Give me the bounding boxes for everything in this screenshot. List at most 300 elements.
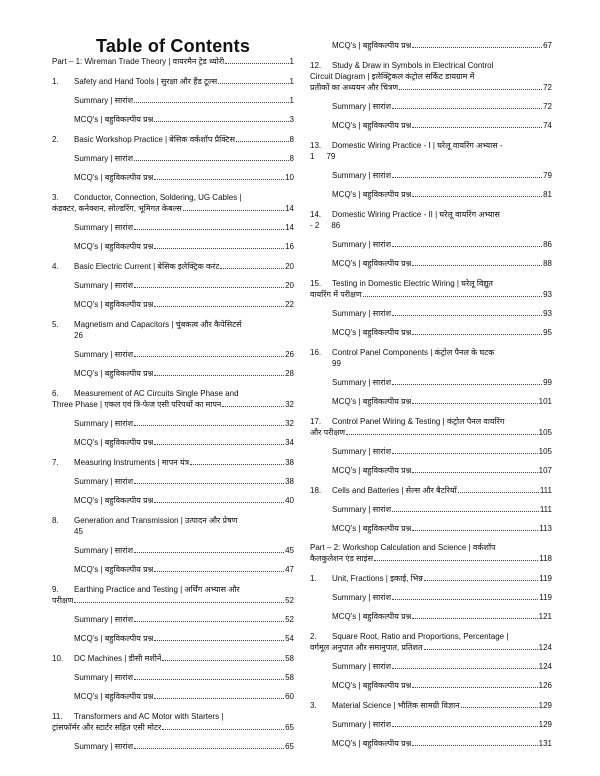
toc-subentry[interactable] — [52, 172, 294, 183]
toc-left-22-page-number: 45 — [74, 527, 83, 536]
toc-subentry[interactable] — [52, 476, 294, 487]
toc-right-27-leader — [392, 668, 538, 669]
toc-left-18-line — [74, 437, 294, 448]
toc-right-26-page-number: 124 — [538, 643, 552, 652]
toc-right-18-label: MCQ's | बहुविकल्पीय प्रश्न — [332, 466, 412, 475]
toc-left-23-leader — [134, 552, 284, 553]
toc-right-18-page-number: 107 — [538, 466, 552, 475]
toc-subentry[interactable] — [310, 592, 552, 603]
toc-subentry[interactable] — [52, 691, 294, 702]
toc-chapter-entry[interactable] — [310, 278, 552, 300]
toc-right-16-chapter-number: 17. — [310, 417, 322, 426]
toc-subentry[interactable] — [310, 396, 552, 407]
toc-left-8-page-number: 14 — [285, 223, 294, 232]
toc-right-25-line — [332, 611, 552, 622]
toc-left-18-page-number: 34 — [285, 438, 294, 447]
toc-right-29-chapter-number: 3. — [310, 701, 317, 710]
toc-right-9-line — [332, 258, 552, 269]
toc-left-6-page-number: 10 — [285, 173, 294, 182]
toc-subentry[interactable] — [52, 495, 294, 506]
toc-left-5-line — [74, 153, 294, 164]
toc-right-11-label: Summary | सारांश — [332, 309, 392, 318]
toc-right-5-page-number: 79 — [543, 171, 552, 180]
toc-left-28-line — [52, 653, 294, 664]
toc-left-3-page-number: 3 — [289, 115, 294, 124]
toc-subentry[interactable] — [52, 437, 294, 448]
toc-subentry[interactable] — [310, 101, 552, 112]
toc-right-20-leader — [392, 511, 539, 512]
toc-right-30-page-number: 129 — [538, 720, 552, 729]
toc-right-0-line — [332, 40, 552, 51]
toc-left-2-line — [74, 95, 294, 106]
toc-right-0-page-number: 67 — [543, 41, 552, 50]
toc-left-31-chapter-number: 11. — [52, 712, 63, 721]
toc-right-3-label: MCQ's | बहुविकल्पीय प्रश्न — [332, 121, 412, 130]
toc-right-12-line — [332, 327, 552, 338]
toc-left-1-chapter-number: 1. — [52, 77, 59, 86]
toc-left-28-chapter-number: 10. — [52, 654, 64, 663]
toc-left-29-page-number: 58 — [285, 673, 294, 682]
toc-right-1-line — [310, 82, 552, 93]
toc-left-23-label: Summary | सारांश — [74, 546, 134, 555]
toc-right-31-line — [332, 738, 552, 749]
toc-right-10-label: वायरिंग में परीक्षण — [310, 290, 362, 299]
toc-left-7-first-line — [52, 192, 294, 203]
toc-left-27-line — [74, 633, 294, 644]
toc-chapter-entry[interactable] — [52, 388, 294, 410]
toc-subentry[interactable] — [52, 95, 294, 106]
toc-left-17-leader — [134, 425, 284, 426]
toc-left-1-label: Safety and Hand Tools | सुरक्षा और हैंड टूल्स — [74, 77, 218, 86]
toc-left-1-line — [52, 76, 294, 87]
toc-right-24-line — [332, 592, 552, 603]
toc-left-13-chapter-number: 5. — [52, 320, 59, 329]
toc-right-19-leader — [458, 492, 539, 493]
toc-left-19-leader — [190, 464, 284, 465]
toc-right-28-page-number: 126 — [538, 681, 552, 690]
toc-left-28-label: DC Machines | डीसी मशीनें — [74, 654, 162, 663]
toc-right-28-line — [332, 680, 552, 691]
toc-right-10-first-line — [310, 278, 552, 289]
toc-left-18-label: MCQ's | बहुविकल्पीय प्रश्न — [74, 438, 154, 447]
toc-chapter-entry[interactable] — [310, 485, 552, 496]
toc-left-5-leader — [134, 160, 289, 161]
toc-right-19-line — [310, 485, 552, 496]
toc-left-22-first-line — [52, 515, 294, 526]
toc-right-24-page-number: 119 — [539, 593, 552, 602]
toc-left-30-label: MCQ's | बहुविकल्पीय प्रश्न — [74, 692, 154, 701]
toc-left-1-leader — [218, 83, 288, 84]
toc-left-13-page-number: 26 — [74, 331, 83, 340]
toc-left-25-label-line1: Earthing Practice and Testing | अर्थिंग अभ्यास और — [74, 585, 240, 594]
toc-left-32-leader — [134, 748, 284, 749]
toc-right-12-label: MCQ's | बहुविकल्पीय प्रश्न — [332, 328, 412, 337]
toc-left-5-page-number: 8 — [289, 154, 294, 163]
toc-right-16-page-number: 105 — [538, 428, 552, 437]
toc-right-13-label-line1: Control Panel Components | कंट्रोल पैनल के घटक — [332, 348, 495, 357]
toc-right-2-line — [332, 101, 552, 112]
toc-left-24-leader — [154, 571, 284, 572]
toc-right-3-line — [332, 120, 552, 131]
toc-chapter-entry[interactable] — [52, 584, 294, 606]
toc-right-9-page-number: 88 — [543, 259, 552, 268]
toc-subentry[interactable] — [310, 738, 552, 749]
toc-right-10-page-number: 93 — [543, 290, 552, 299]
toc-right-28-leader — [412, 687, 537, 688]
toc-right-31-page-number: 131 — [538, 739, 552, 748]
toc-right-29-line — [310, 700, 552, 711]
toc-right-21-page-number: 113 — [539, 524, 552, 533]
toc-left-2-label: Summary | सारांश — [74, 96, 134, 105]
toc-left-2-page-number: 1 — [289, 96, 294, 105]
toc-right-23-page-number: 119 — [539, 574, 552, 583]
toc-left-12-page-number: 22 — [285, 300, 294, 309]
toc-left-12-leader — [154, 306, 284, 307]
toc-left-27-page-number: 54 — [285, 634, 294, 643]
toc-left-4-label: Basic Workshop Practice | बेसिक वर्कशॉप प्रैक्टिस — [74, 135, 236, 144]
toc-right-26-line — [310, 642, 552, 653]
toc-subentry[interactable] — [310, 504, 552, 515]
toc-left-15-label: MCQ's | बहुविकल्पीय प्रश्न — [74, 369, 154, 378]
toc-right-6-page-number: 81 — [543, 190, 552, 199]
toc-subentry[interactable] — [52, 633, 294, 644]
toc-subentry[interactable] — [310, 239, 552, 250]
toc-subentry[interactable] — [52, 349, 294, 360]
toc-left-13-first-line — [52, 319, 294, 330]
toc-left-7-leader — [183, 210, 284, 211]
toc-left-9-label: MCQ's | बहुविकल्पीय प्रश्न — [74, 242, 154, 251]
toc-right-8-page-number: 86 — [543, 240, 552, 249]
toc-right-24-leader — [392, 599, 538, 600]
toc-chapter-entry[interactable] — [52, 134, 294, 145]
toc-right-26-first-line — [310, 631, 552, 642]
toc-right-8-line — [332, 239, 552, 250]
toc-right-4-label-line1: Domestic Wiring Practice - I | घरेलू वायरिंग अभ्यास - — [332, 141, 503, 150]
toc-right-20-page-number: 111 — [539, 505, 552, 514]
toc-right-9-label: MCQ's | बहुविकल्पीय प्रश्न — [332, 259, 412, 268]
toc-right-7-label-line1: Domestic Wiring Practice - II | घरेलू वायरिंग अभ्यास — [332, 210, 500, 219]
toc-right-3-leader — [412, 127, 542, 128]
toc-left-29-leader — [134, 679, 284, 680]
toc-right-17-label: Summary | सारांश — [332, 447, 392, 456]
toc-right-26-chapter-number: 2. — [310, 632, 317, 641]
toc-chapter-entry[interactable] — [310, 631, 552, 653]
toc-right-15-line — [332, 396, 552, 407]
toc-right-4-chapter-number: 13. — [310, 141, 322, 150]
toc-right-15-leader — [412, 403, 537, 404]
toc-right-1-leader — [399, 89, 542, 90]
toc-right-26-label: वर्गमूल अनुपात और समानुपात, प्रतिशत — [310, 643, 423, 652]
toc-left-8-label: Summary | सारांश — [74, 223, 134, 232]
toc-right-0-label: MCQ's | बहुविकल्पीय प्रश्न — [332, 41, 412, 50]
toc-left-7-chapter-number: 3. — [52, 193, 59, 202]
toc-left-10-leader — [220, 268, 284, 269]
toc-right-21-leader — [412, 530, 538, 531]
toc-right-5-label: Summary | सारांश — [332, 171, 392, 180]
toc-right-17-page-number: 105 — [538, 447, 552, 456]
toc-left-14-page-number: 26 — [285, 350, 294, 359]
toc-subentry[interactable] — [52, 545, 294, 556]
toc-subentry[interactable] — [52, 153, 294, 164]
toc-right-25-label: MCQ's | बहुविकल्पीय प्रश्न — [332, 612, 412, 621]
toc-left-24-page-number: 47 — [285, 565, 294, 574]
toc-left-21-page-number: 40 — [285, 496, 294, 505]
toc-right-1-first-line — [310, 60, 552, 71]
toc-right-4-second-line — [310, 151, 552, 162]
toc-subentry[interactable] — [310, 611, 552, 622]
toc-left-9-page-number: 16 — [285, 242, 294, 251]
toc-part-entry[interactable] — [310, 542, 552, 564]
toc-left-28-page-number: 58 — [285, 654, 294, 663]
toc-subentry[interactable] — [310, 523, 552, 534]
toc-chapter-entry[interactable] — [310, 140, 552, 162]
toc-left-1-page-number: 1 — [289, 77, 294, 86]
toc-left-0-page-number: 1 — [289, 57, 294, 66]
toc-right-13-second-line — [310, 358, 552, 369]
toc-right-6-label: MCQ's | बहुविकल्पीय प्रश्न — [332, 190, 412, 199]
toc-chapter-entry[interactable] — [310, 347, 552, 369]
toc-right-7-page-number: 86 — [331, 221, 341, 230]
toc-subentry[interactable] — [52, 222, 294, 233]
toc-left-14-line — [74, 349, 294, 360]
toc-subentry[interactable] — [310, 189, 552, 200]
toc-right-17-leader — [392, 453, 538, 454]
toc-chapter-entry[interactable] — [52, 711, 294, 733]
toc-chapter-entry[interactable] — [310, 209, 552, 231]
toc-left-15-page-number: 28 — [285, 369, 294, 378]
toc-left-27-leader — [154, 640, 284, 641]
toc-left-23-line — [74, 545, 294, 556]
toc-left-0-line — [52, 56, 294, 67]
toc-left-22-label-line1: Generation and Transmission | उत्पादन और प्रेषण — [74, 516, 238, 525]
toc-right-30-leader — [392, 726, 538, 727]
toc-right-5-leader — [392, 177, 542, 178]
toc-left-16-chapter-number: 6. — [52, 389, 59, 398]
toc-left-17-label: Summary | सारांश — [74, 419, 134, 428]
toc-chapter-entry[interactable] — [52, 192, 294, 214]
toc-subentry[interactable] — [310, 327, 552, 338]
toc-right-25-leader — [412, 618, 537, 619]
toc-right-1-label: प्रतीकों का अध्ययन और चित्रण — [310, 83, 399, 92]
toc-subentry[interactable] — [310, 258, 552, 269]
toc-right-28-label: MCQ's | बहुविकल्पीय प्रश्न — [332, 681, 412, 690]
toc-left-0-leader — [225, 63, 288, 64]
toc-subentry[interactable] — [52, 368, 294, 379]
toc-right-21-line — [332, 523, 552, 534]
toc-left-25-chapter-number: 9. — [52, 585, 59, 594]
toc-left-32-page-number: 65 — [285, 742, 294, 751]
toc-left-17-line — [74, 418, 294, 429]
toc-left-14-leader — [134, 356, 284, 357]
toc-left-32-line — [74, 741, 294, 752]
toc-subentry[interactable] — [310, 465, 552, 476]
toc-subentry[interactable] — [310, 719, 552, 730]
toc-left-20-label: Summary | सारांश — [74, 477, 134, 486]
toc-left-27-label: MCQ's | बहुविकल्पीय प्रश्न — [74, 634, 154, 643]
toc-subentry[interactable] — [52, 672, 294, 683]
toc-right-11-page-number: 93 — [543, 309, 552, 318]
toc-left-19-page-number: 38 — [285, 458, 294, 467]
toc-subentry[interactable] — [310, 446, 552, 457]
toc-left-31-label-line1: Transformers and AC Motor with Starters | — [74, 712, 224, 721]
toc-right-2-leader — [392, 108, 542, 109]
toc-left-16-label-line1: Measurement of AC Circuits Single Phase and — [74, 389, 239, 398]
toc-right-10-leader — [363, 296, 542, 297]
toc-subentry[interactable] — [52, 241, 294, 252]
toc-left-30-page-number: 60 — [285, 692, 294, 701]
toc-right-22-label: कैलकुलेशन एंड साइंस — [310, 554, 373, 563]
toc-right-30-label: Summary | सारांश — [332, 720, 392, 729]
toc-subentry[interactable] — [310, 661, 552, 672]
toc-subentry[interactable] — [52, 418, 294, 429]
toc-left-11-leader — [134, 287, 284, 288]
toc-left-6-leader — [154, 179, 284, 180]
toc-right-15-label: MCQ's | बहुविकल्पीय प्रश्न — [332, 397, 412, 406]
toc-left-24-line — [74, 564, 294, 575]
toc-chapter-entry[interactable] — [310, 416, 552, 438]
toc-left-16-first-line — [52, 388, 294, 399]
toc-right-8-leader — [392, 246, 542, 247]
toc-left-16-line — [52, 399, 294, 410]
toc-right-27-page-number: 124 — [538, 662, 552, 671]
toc-column-left — [52, 56, 294, 752]
toc-left-11-page-number: 20 — [285, 281, 294, 290]
toc-subentry[interactable] — [52, 280, 294, 291]
toc-column-right — [310, 32, 552, 749]
toc-left-15-leader — [154, 375, 284, 376]
toc-left-22-chapter-number: 8. — [52, 516, 59, 525]
toc-left-12-label: MCQ's | बहुविकल्पीय प्रश्न — [74, 300, 154, 309]
toc-left-20-line — [74, 476, 294, 487]
toc-left-11-line — [74, 280, 294, 291]
toc-right-31-leader — [412, 745, 537, 746]
page-title: Table of Contents — [95, 36, 251, 56]
toc-chapter-entry[interactable] — [310, 573, 552, 584]
toc-left-7-page-number: 14 — [285, 204, 294, 213]
toc-chapter-entry[interactable] — [52, 319, 294, 341]
toc-right-16-line — [310, 427, 552, 438]
toc-right-11-line — [332, 308, 552, 319]
toc-right-13-chapter-number: 16. — [310, 348, 322, 357]
toc-right-2-label: Summary | सारांश — [332, 102, 392, 111]
toc-right-20-label: Summary | सारांश — [332, 505, 392, 514]
toc-subentry[interactable] — [310, 40, 552, 51]
toc-right-29-leader — [461, 707, 538, 708]
toc-right-22-label-line1: Part – 2: Workshop Calculation and Science | वर्कशॉप — [310, 543, 496, 552]
toc-right-14-line — [332, 377, 552, 388]
toc-left-0-label: Part – 1: Wireman Trade Theory | वायरमैन ट्रेड थ्योरी — [52, 57, 225, 66]
toc-left-9-line — [74, 241, 294, 252]
toc-subentry[interactable] — [52, 614, 294, 625]
toc-right-26-label-line1: Square Root, Ratio and Proportions, Percentage | — [332, 632, 509, 641]
toc-right-16-label-line1: Control Panel Wiring & Testing | कंट्रोल पैनल वायरिंग — [332, 417, 505, 426]
toc-right-11-leader — [392, 315, 542, 316]
toc-right-10-chapter-number: 15. — [310, 279, 322, 288]
toc-right-6-line — [332, 189, 552, 200]
toc-subentry[interactable] — [310, 377, 552, 388]
toc-left-3-label: MCQ's | बहुविकल्पीय प्रश्न — [74, 115, 154, 124]
toc-right-24-label: Summary | सारांश — [332, 593, 392, 602]
toc-left-30-leader — [154, 698, 284, 699]
toc-chapter-entry[interactable] — [52, 653, 294, 664]
toc-right-23-label: Unit, Fractions | इकाई, भिन्न — [332, 574, 423, 583]
toc-subentry[interactable] — [52, 741, 294, 752]
toc-right-1-label-line1: Study & Draw in Symbols in Electrical Control — [332, 61, 494, 70]
toc-subentry[interactable] — [52, 114, 294, 125]
toc-right-15-page-number: 101 — [538, 397, 552, 406]
toc-left-19-line — [52, 457, 294, 468]
toc-left-10-chapter-number: 4. — [52, 262, 59, 271]
toc-left-5-label: Summary | सारांश — [74, 154, 134, 163]
toc-right-23-leader — [424, 580, 538, 581]
toc-subentry[interactable] — [52, 564, 294, 575]
toc-right-19-label: Cells and Batteries | सेल्स और बैटरियाँ — [332, 486, 457, 495]
toc-subentry[interactable] — [310, 308, 552, 319]
toc-left-21-leader — [154, 502, 284, 503]
toc-left-13-label-line1: Magnetism and Capacitors | चुंबकत्व और कैपेसिटर्स — [74, 320, 242, 329]
toc-left-31-label: ट्रांसफॉर्मर और स्टार्टर सहित एसी मोटर — [52, 723, 162, 732]
toc-chapter-entry[interactable] — [52, 261, 294, 272]
toc-right-30-line — [332, 719, 552, 730]
toc-right-7-label-line2: - 2 — [310, 221, 320, 230]
toc-chapter-entry[interactable] — [52, 76, 294, 87]
toc-right-22-leader — [374, 560, 538, 561]
toc-left-31-leader — [162, 729, 284, 730]
toc-left-9-leader — [154, 248, 284, 249]
toc-subentry[interactable] — [310, 120, 552, 131]
toc-right-12-page-number: 95 — [543, 328, 552, 337]
toc-right-4-first-line — [310, 140, 552, 151]
toc-chapter-entry[interactable] — [310, 700, 552, 711]
toc-left-11-label: Summary | सारांश — [74, 281, 134, 290]
toc-right-5-line — [332, 170, 552, 181]
toc-left-20-leader — [134, 483, 284, 484]
toc-subentry[interactable] — [310, 170, 552, 181]
toc-left-21-label: MCQ's | बहुविकल्पीय प्रश्न — [74, 496, 154, 505]
toc-right-9-leader — [412, 265, 542, 266]
toc-right-23-line — [310, 573, 552, 584]
toc-left-25-line — [52, 595, 294, 606]
toc-right-16-label: और परीक्षण — [310, 428, 346, 437]
toc-right-18-leader — [412, 472, 537, 473]
toc-right-13-page-number: 99 — [332, 359, 341, 368]
toc-left-31-page-number: 65 — [285, 723, 294, 732]
toc-right-7-chapter-number: 14. — [310, 210, 322, 219]
toc-left-24-label: MCQ's | बहुविकल्पीय प्रश्न — [74, 565, 154, 574]
toc-part-entry[interactable] — [52, 56, 294, 67]
toc-right-19-chapter-number: 18. — [310, 486, 322, 495]
toc-right-16-first-line — [310, 416, 552, 427]
toc-left-26-leader — [134, 621, 284, 622]
toc-left-7-label-line1: Conductor, Connection, Soldering, UG Cables | — [74, 193, 242, 202]
toc-right-10-line — [310, 289, 552, 300]
toc-left-26-label: Summary | सारांश — [74, 615, 134, 624]
toc-chapter-entry[interactable] — [52, 457, 294, 468]
toc-chapter-entry[interactable] — [52, 515, 294, 537]
toc-right-8-label: Summary | सारांश — [332, 240, 392, 249]
toc-left-17-page-number: 32 — [285, 419, 294, 428]
toc-right-7-first-line — [310, 209, 552, 220]
toc-left-16-page-number: 32 — [285, 400, 294, 409]
toc-subentry[interactable] — [52, 299, 294, 310]
toc-right-4-page-number: 79 — [326, 152, 336, 161]
toc-right-7-second-line — [310, 220, 552, 231]
toc-subentry[interactable] — [310, 680, 552, 691]
toc-chapter-entry[interactable] — [310, 60, 552, 93]
toc-left-4-leader — [236, 141, 289, 142]
toc-left-7-line — [52, 203, 294, 214]
toc-left-8-leader — [134, 229, 284, 230]
